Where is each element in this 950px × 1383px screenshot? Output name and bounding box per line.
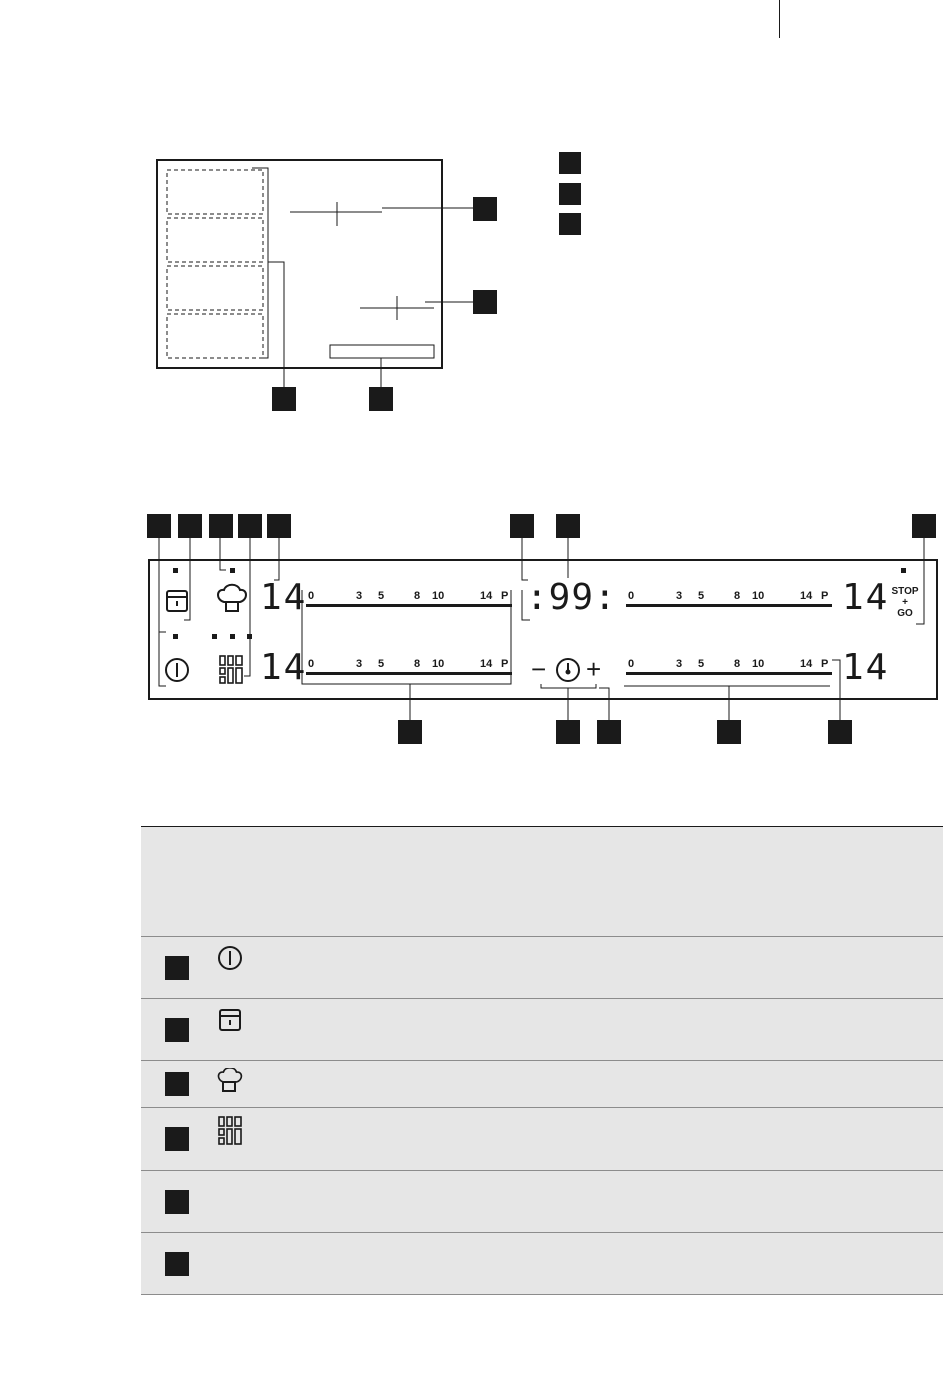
- scale-label: 3: [676, 658, 683, 670]
- power-scale-top-left: [308, 590, 512, 602]
- scale-label: 14: [800, 658, 813, 670]
- chef-hat-icon: [216, 1068, 244, 1096]
- zone-display-bottom-right: 14: [842, 647, 890, 688]
- scale-label: P: [821, 658, 829, 670]
- scale-label: 14: [800, 590, 813, 602]
- scale-label: 0: [308, 658, 315, 670]
- marker-power-selector-right: [717, 720, 741, 744]
- scale-label: 5: [378, 658, 385, 670]
- row-marker: [165, 1072, 189, 1096]
- table-row: [141, 937, 943, 999]
- zone-display-top-right: 14: [842, 577, 890, 618]
- scale-label: 8: [414, 658, 421, 670]
- scale-label: 5: [698, 590, 705, 602]
- stop-go-label: STOP + GO: [891, 586, 919, 619]
- scale-label: 8: [734, 658, 741, 670]
- minus-sign: −: [531, 654, 547, 684]
- scale-label: 14: [480, 658, 493, 670]
- scale-label: P: [501, 658, 509, 670]
- marker-zone-display-right: [828, 720, 852, 744]
- bridge-icon: [220, 656, 242, 683]
- scale-label: 8: [734, 590, 741, 602]
- bridge-icon: [217, 1116, 245, 1146]
- power-icon: [166, 659, 188, 681]
- row-marker: [165, 1252, 189, 1276]
- scale-label: 14: [480, 590, 493, 602]
- scale-label: 10: [752, 658, 765, 670]
- marker-plus-minus: [597, 720, 621, 744]
- table-row: [141, 999, 943, 1061]
- power-icon: [217, 945, 243, 971]
- row-marker: [165, 956, 189, 980]
- chef-hat-icon: [218, 585, 246, 611]
- scale-label: 0: [628, 590, 635, 602]
- row-marker: [165, 1127, 189, 1151]
- scale-label: 3: [356, 590, 363, 602]
- table-row: [141, 1233, 943, 1295]
- table-row: [141, 1061, 943, 1108]
- timer-icon: [557, 659, 579, 681]
- table-header: [141, 827, 943, 937]
- scale-label: P: [501, 590, 509, 602]
- timer-display: :99:: [526, 577, 617, 618]
- scale-label: 8: [414, 590, 421, 602]
- scale-label: 10: [432, 658, 445, 670]
- scale-label: 10: [432, 590, 445, 602]
- lock-icon: [217, 1007, 243, 1033]
- scale-label: P: [821, 590, 829, 602]
- scale-label: 0: [308, 590, 315, 602]
- scale-label: 3: [356, 658, 363, 670]
- scale-label: 3: [676, 590, 683, 602]
- table-row: [141, 1171, 943, 1233]
- power-scale-bottom-right: [628, 658, 832, 670]
- lock-icon: [167, 591, 187, 611]
- power-scale-bottom-left: [308, 658, 512, 670]
- legend-table: [141, 826, 943, 1295]
- row-marker: [165, 1018, 189, 1042]
- scale-label: 5: [378, 590, 385, 602]
- zone-display-top-left: 14: [260, 577, 308, 618]
- row-marker: [165, 1190, 189, 1214]
- scale-label: 5: [698, 658, 705, 670]
- plus-sign: +: [586, 654, 602, 684]
- power-scale-top-right: [628, 590, 832, 602]
- zone-display-bottom-left: 14: [260, 647, 308, 688]
- scale-label: 0: [628, 658, 635, 670]
- marker-timer: [556, 720, 580, 744]
- scale-label: 10: [752, 590, 765, 602]
- marker-power-selector: [398, 720, 422, 744]
- table-row: [141, 1108, 943, 1171]
